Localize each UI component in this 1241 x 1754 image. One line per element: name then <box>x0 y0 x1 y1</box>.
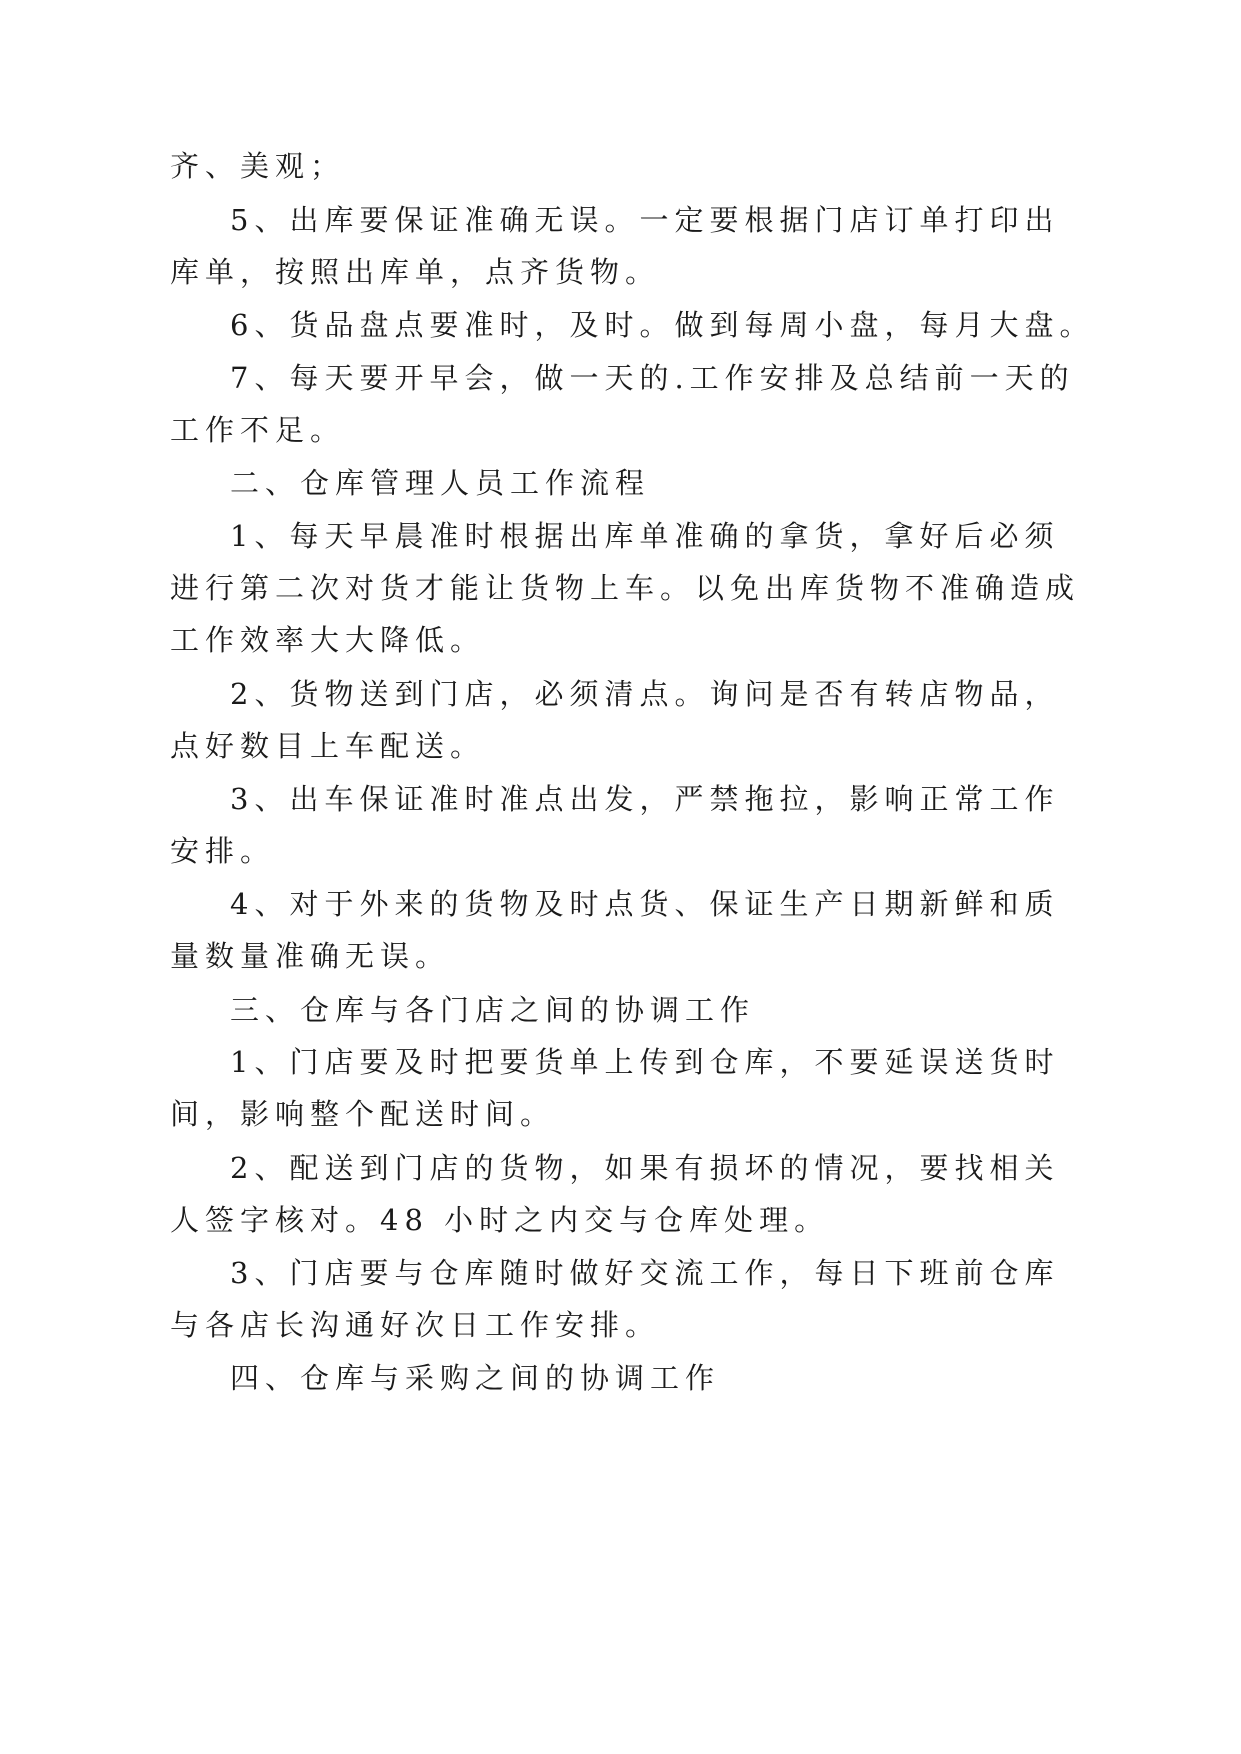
paragraph-line: 1、门店要及时把要货单上传到仓库，不要延误送货时 <box>230 1045 1060 1079</box>
paragraph-line: 7、每天要开早会，做一天的.工作安排及总结前一天的 <box>230 361 1075 395</box>
paragraph-line: 量数量准确无误。 <box>170 939 451 973</box>
paragraph-line: 人签字核对。48 小时之内交与仓库处理。 <box>170 1203 830 1237</box>
paragraph-line: 与各店长沟通好次日工作安排。 <box>170 1308 661 1342</box>
paragraph-line: 4、对于外来的货物及时点货、保证生产日期新鲜和质 <box>230 887 1060 921</box>
paragraph-line: 点好数目上车配送。 <box>170 729 486 763</box>
paragraph-line: 1、每天早晨准时根据出库单准确的拿货，拿好后必须 <box>230 519 1060 553</box>
paragraph-line: 工作不足。 <box>170 413 346 447</box>
section-heading: 二、仓库管理人员工作流程 <box>230 466 651 500</box>
paragraph-line: 进行第二次对货才能让货物上车。以免出库货物不准确造成 <box>170 571 1081 605</box>
paragraph-line: 3、门店要与仓库随时做好交流工作，每日下班前仓库 <box>230 1256 1060 1290</box>
section-heading: 三、仓库与各门店之间的协调工作 <box>230 993 756 1027</box>
paragraph-line: 3、出车保证准时准点出发，严禁拖拉，影响正常工作 <box>230 782 1060 816</box>
section-heading: 四、仓库与采购之间的协调工作 <box>230 1361 721 1395</box>
paragraph-line: 5、出库要保证准确无误。一定要根据门店订单打印出 <box>230 203 1060 237</box>
paragraph-line: 齐、美观； <box>170 149 346 183</box>
paragraph-line: 2、货物送到门店，必须清点。询问是否有转店物品， <box>230 677 1060 711</box>
paragraph-line: 6、货品盘点要准时，及时。做到每周小盘，每月大盘。 <box>230 308 1095 342</box>
paragraph-line: 安排。 <box>170 834 276 868</box>
paragraph-line: 间，影响整个配送时间。 <box>170 1097 556 1131</box>
paragraph-line: 2、配送到门店的货物，如果有损坏的情况，要找相关 <box>230 1151 1060 1185</box>
paragraph-line: 工作效率大大降低。 <box>170 623 486 657</box>
paragraph-line: 库单，按照出库单，点齐货物。 <box>170 255 661 289</box>
